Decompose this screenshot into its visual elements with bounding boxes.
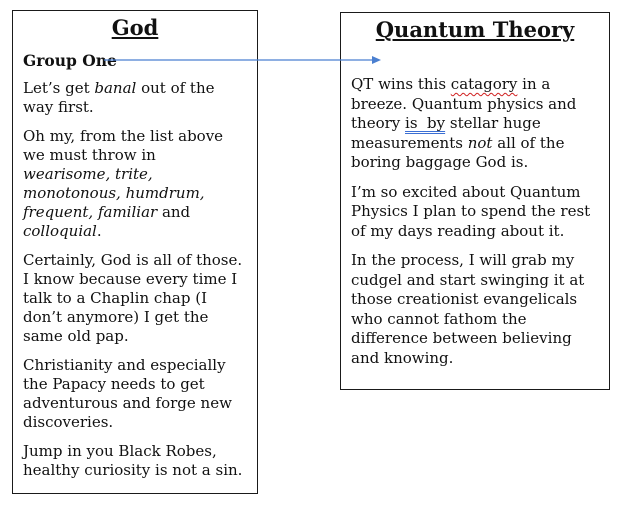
text-run: and xyxy=(157,203,191,221)
quantum-theory-title: Quantum Theory xyxy=(375,17,575,42)
text-run: out of the way first. xyxy=(23,79,215,116)
italic-text-run: banal xyxy=(94,79,137,97)
quantum-theory-text-box[interactable] xyxy=(340,12,610,390)
text-run: Oh my, from the list above we must throw in xyxy=(23,127,224,164)
italic-text-run: not xyxy=(467,133,493,152)
italic-text-run: wearisome, trite, monotonous, humdrum, frequent, familiar xyxy=(23,165,205,221)
group-one-heading: Group One xyxy=(23,51,117,70)
text-run: in a breeze. Quantum physics and theory xyxy=(351,75,577,132)
text-run: stellar huge measurements xyxy=(351,114,541,152)
italic-text-run: colloquial xyxy=(23,222,97,240)
god-paragraph-4: Christianity and especially the Papacy needs to get adventurous and forge new discoveries. xyxy=(23,356,232,431)
god-paragraph-5: Jump in you Black Robes, healthy curiosity is not a sin. xyxy=(23,442,243,479)
qt-paragraph-1 xyxy=(351,75,599,173)
god-title: God xyxy=(111,15,159,40)
spelling-error-word[interactable]: catagory xyxy=(450,75,518,93)
text-run: . xyxy=(96,222,102,240)
grammar-error-phrase[interactable]: is by xyxy=(405,114,446,132)
text-run: all of the boring baggage God is. xyxy=(351,133,565,171)
qt-paragraph-3: In the process, I will grab my cudgel and start swinging it at those creationist evangelicals who cannot fathom the difference between believing and knowing. xyxy=(351,251,585,367)
qt-paragraph-2: I’m so excited about Quantum Physics I plan to spend the rest of my days reading about it. xyxy=(351,182,591,240)
text-run: QT wins this xyxy=(351,75,451,93)
text-run: Let’s get xyxy=(23,79,95,97)
god-paragraph-3: Certainly, God is all of those. I know because every time I talk to a Chaplin chap (I don’t anymore) I get the same old pap. xyxy=(23,251,243,345)
god-paragraph-1 xyxy=(23,79,247,117)
god-text-box[interactable] xyxy=(12,10,258,494)
god-paragraph-2 xyxy=(23,127,247,241)
